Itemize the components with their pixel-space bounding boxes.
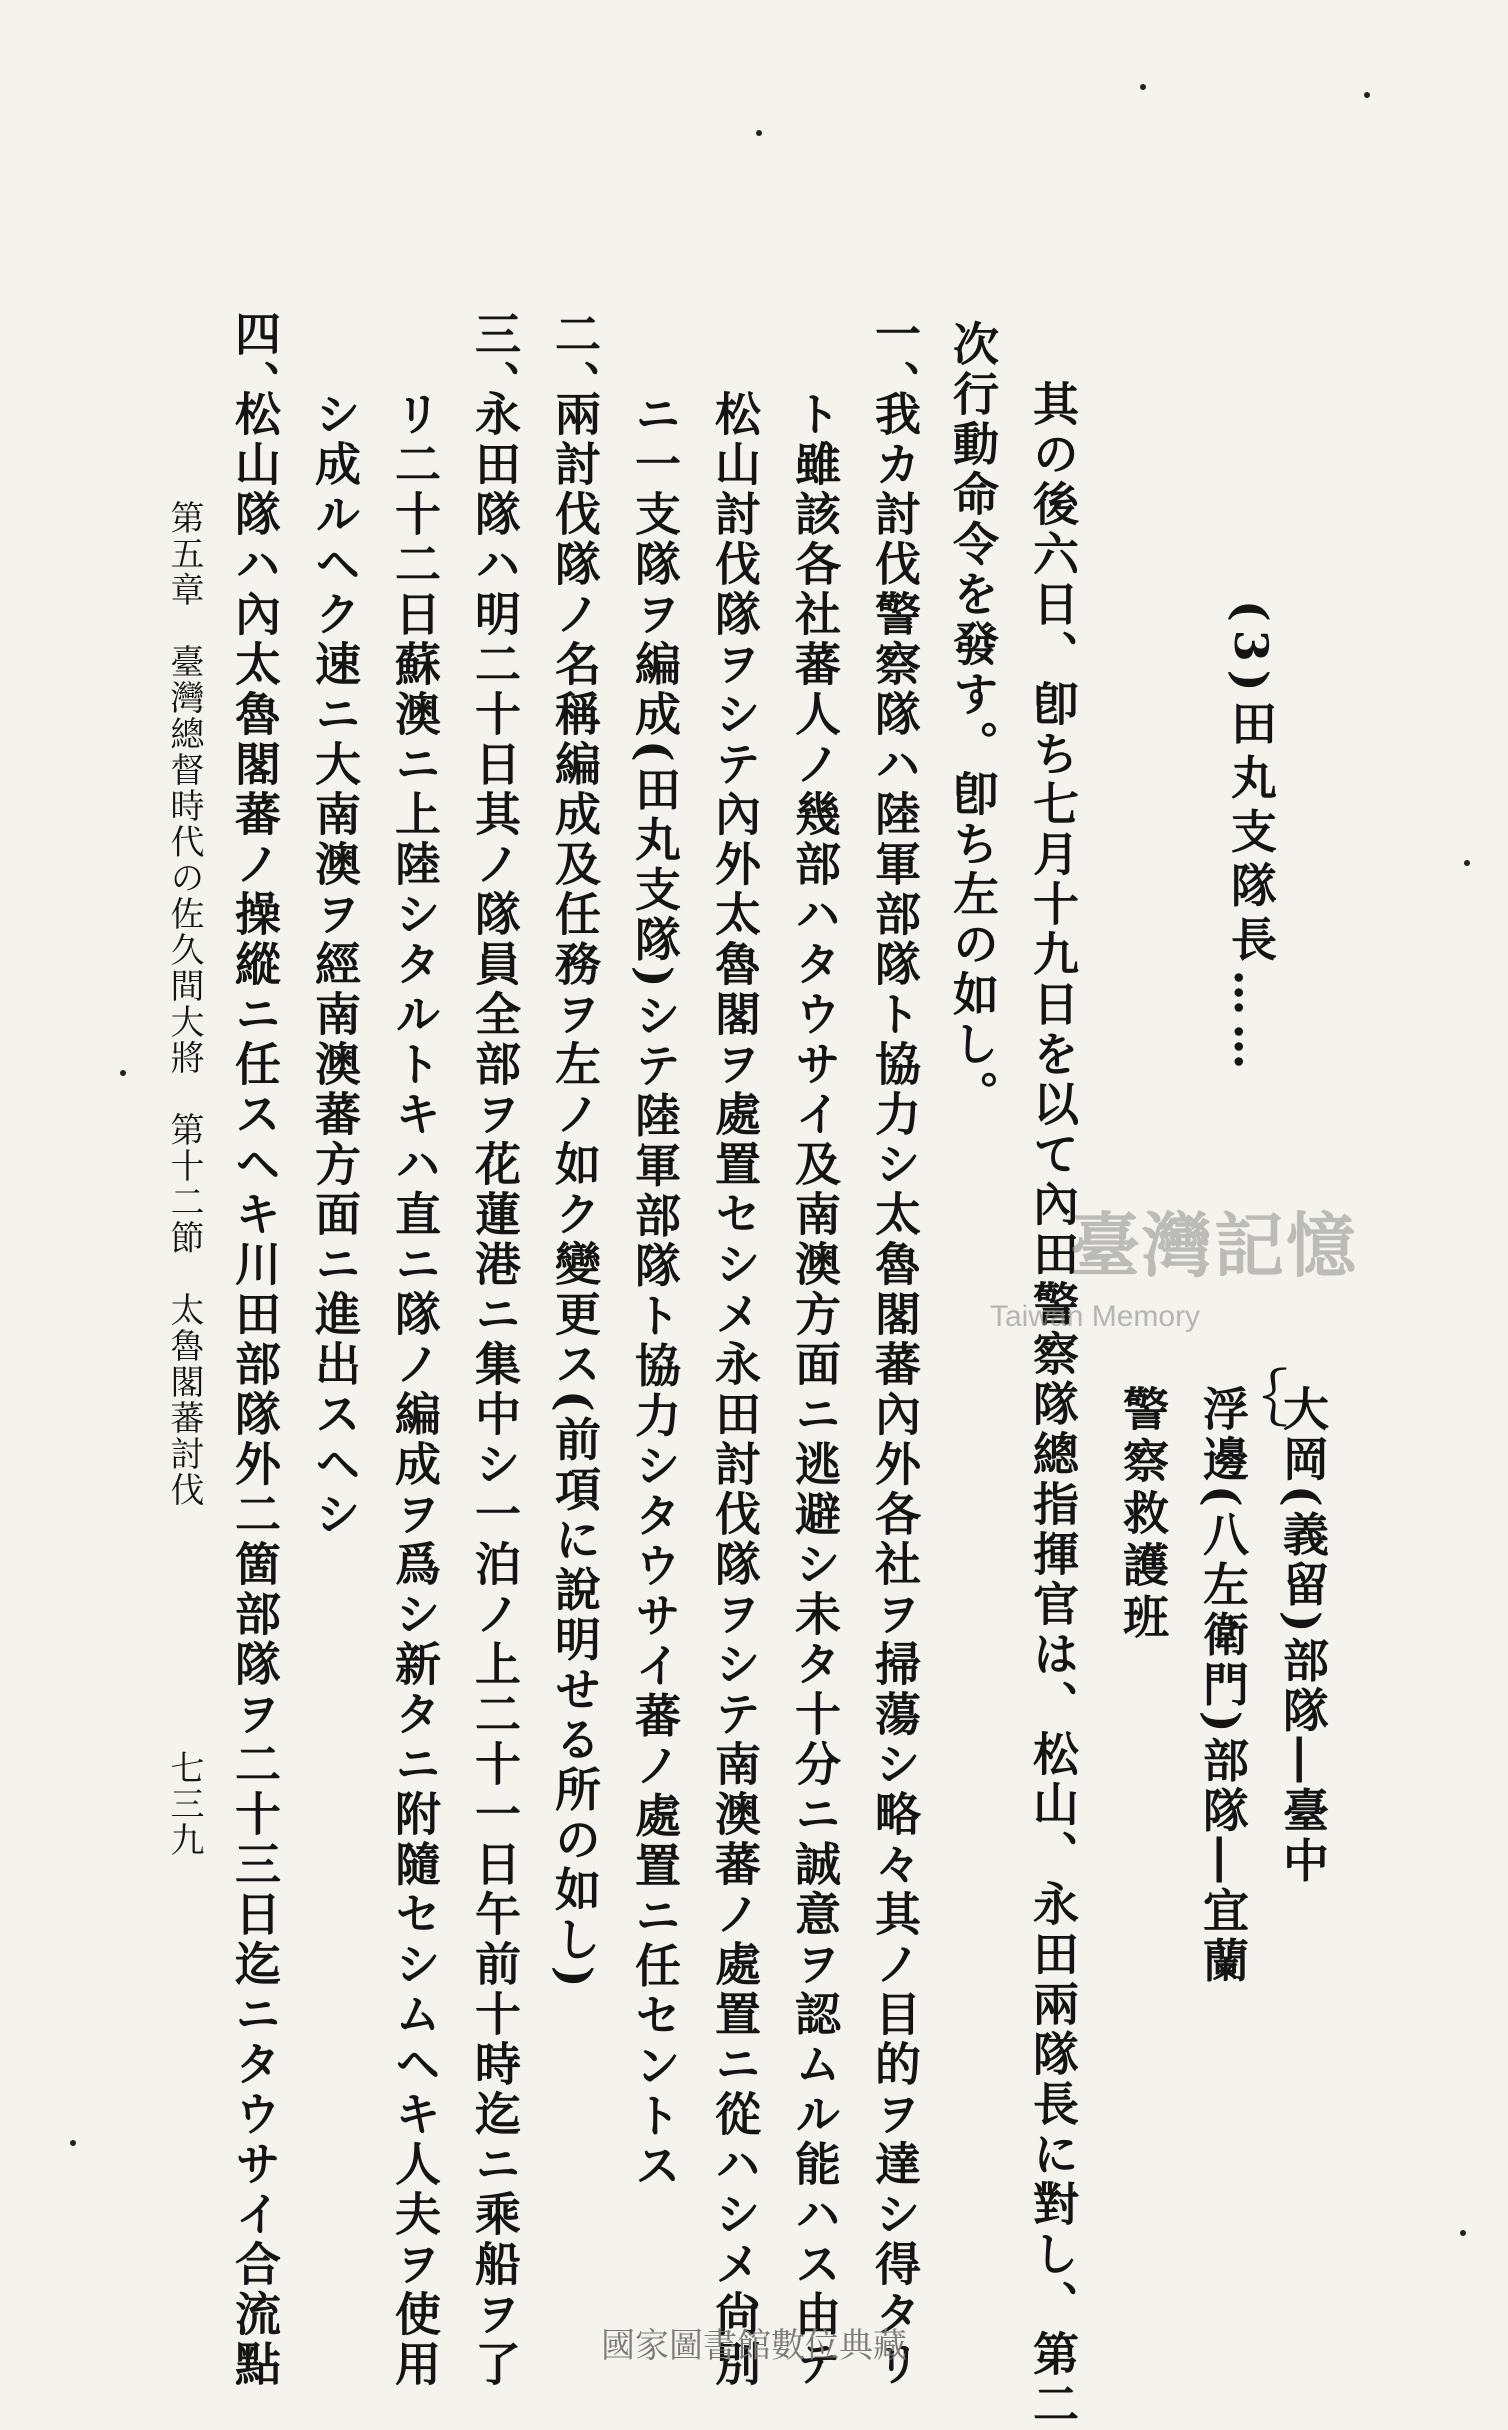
intro-line-1: 其の後六日、卽ち七月十九日を以て內田警察隊總指揮官は、松山、永田兩隊長に對し、第二 xyxy=(1026,380,1080,2430)
section-heading: (3)田丸支隊長…… xyxy=(1224,600,1278,1078)
speck xyxy=(120,1070,126,1076)
order-4-line-1: 松山隊ハ內太魯閣蕃ノ操縱ニ任スヘキ川田部隊外二箇部隊ヲ二十三日迄ニタウサイ合流點 xyxy=(228,390,282,2390)
order-3-line-2: リ二十二日蘇澳ニ上陸シタルトキハ直ニ隊ノ編成ヲ爲シ新タニ附隨セシムヘキ人夫ヲ使用 xyxy=(388,390,442,2390)
order-2-number: 二、 xyxy=(548,310,602,410)
order-4-number: 四、 xyxy=(228,310,282,410)
order-1-line-1: 我カ討伐警察隊ハ陸軍部隊ト協力シ太魯閣蕃內外各社ヲ掃蕩シ略々其ノ目的ヲ達シ得タリ xyxy=(868,390,922,2390)
order-3-line-1: 永田隊ハ明二十日其ノ隊員全部ヲ花蓮港ニ集中シ一泊ノ上二十一日午前十時迄ニ乘船ヲ了 xyxy=(468,390,522,2390)
watermark-logo: 臺灣記憶 xyxy=(1070,1204,1358,1287)
library-mark: 國家圖書館數位典藏 xyxy=(601,2326,907,2366)
speck xyxy=(1364,92,1370,98)
order-1-line-4: ニ一支隊ヲ編成(田丸支隊)シテ陸軍部隊ト協力シタウサイ蕃ノ處置ニ任セントス xyxy=(628,390,682,2192)
left-brace: ｛ xyxy=(1228,1365,1288,1435)
order-1-line-2: ト雖該各社蕃人ノ幾部ハタウサイ及南澳方面ニ逃避シ未タ十分ニ誠意ヲ認ムル能ハス由テ xyxy=(788,390,842,2390)
intro-line-2: 次行動命令を發す。卽ち左の如し。 xyxy=(946,320,1000,1120)
speck xyxy=(70,2140,76,2146)
speck xyxy=(1460,2230,1466,2236)
order-3-line-3: シ成ルヘク速ニ大南澳ヲ經南澳蕃方面ニ進出スヘシ xyxy=(308,390,362,1540)
order-1-number: 一、 xyxy=(868,310,922,410)
speck xyxy=(1140,84,1146,90)
speck xyxy=(756,130,762,136)
page-number: 七三九 xyxy=(164,1750,204,1858)
order-2-line-1: 兩討伐隊ノ名稱編成及任務ヲ左ノ如ク變更ス(前項に說明せる所の如し) xyxy=(548,390,602,1992)
bracket-item-3: 警察救護班 xyxy=(1116,1385,1170,1645)
speck xyxy=(1464,860,1470,866)
bracket-item-2: 浮邊(八左衛門)部隊―宜蘭 xyxy=(1196,1385,1250,1987)
running-footer: 第五章 臺灣總督時代の佐久間大將 第十二節 太魯閣蕃討伐 xyxy=(164,500,204,1508)
order-3-number: 三、 xyxy=(468,310,522,410)
bracket-item-1: 大岡(義留)部隊―臺中 xyxy=(1276,1385,1330,1887)
order-1-line-3: 松山討伐隊ヲシテ內外太魯閣ヲ處置セシメ永田討伐隊ヲシテ南澳蕃ノ處置ニ從ハシメ尙別 xyxy=(708,390,762,2390)
watermark-subtitle: Taiwan Memory xyxy=(990,1300,1201,1333)
